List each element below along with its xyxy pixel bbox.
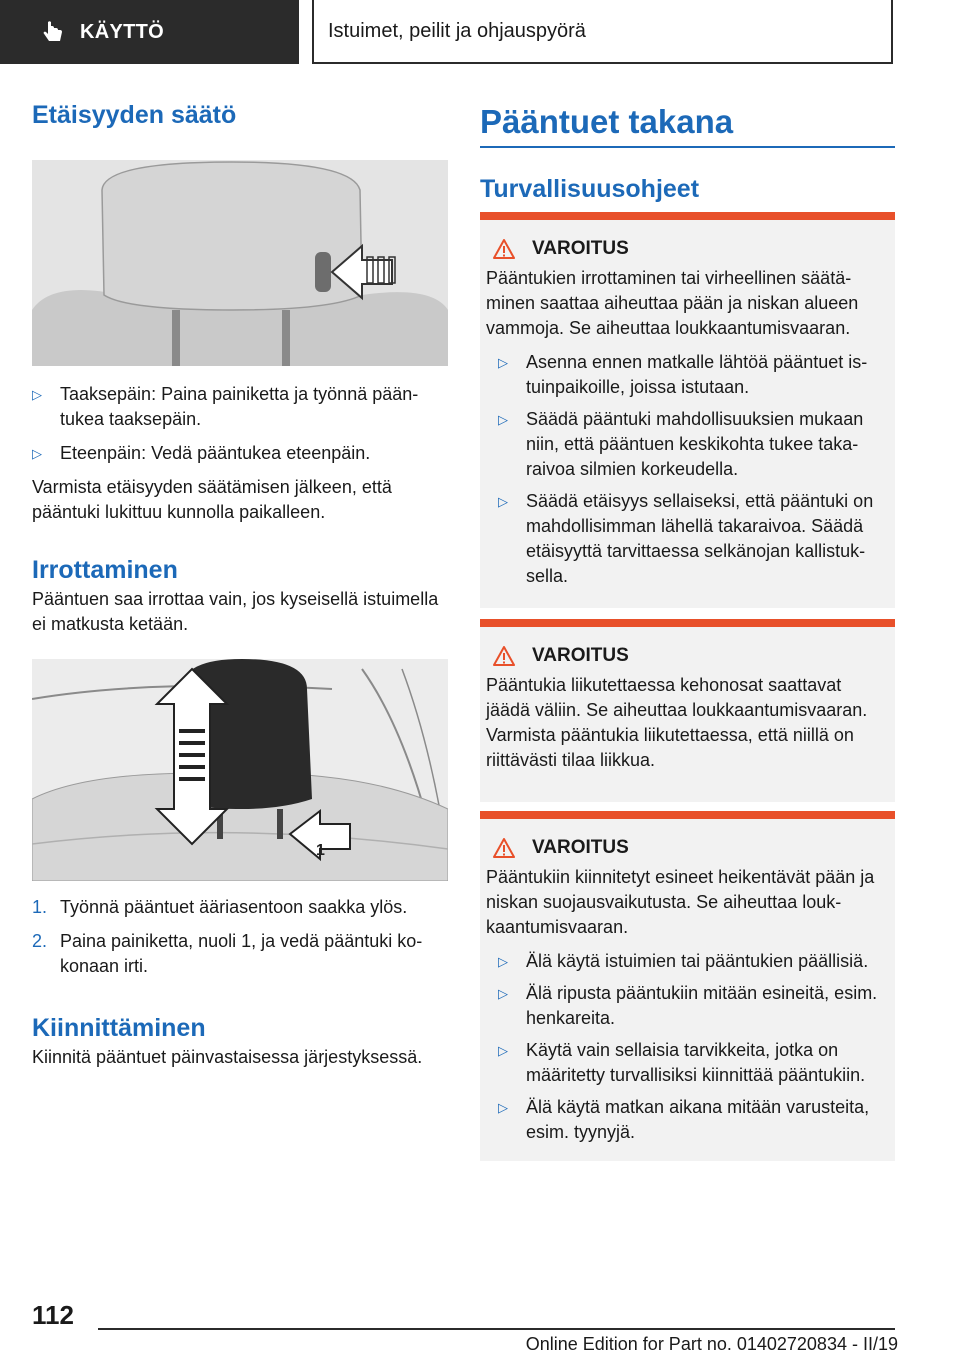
list-item: ▷ Säädä etäisyys sellaiseksi, että pääntuki on mahdollisimman lähellä takaraivoa. Säädä etäisyyttä tarvittaessa selkänojan kallistuksella.	[498, 489, 887, 589]
list-item: 2. Paina painiketta, nuoli 1, ja vedä pääntuki kokonaan irti.	[32, 931, 423, 976]
removal-intro: Pääntuen saa irrottaa vain, jos kyseisellä istuimella ei matkusta ketään.	[32, 589, 439, 634]
warning-bar	[480, 619, 895, 627]
list-item: ▷ Eteenpäin: Vedä pääntukea eteenpäin.	[32, 441, 448, 466]
list-item: ▷ Säädä pääntuki mahdollisuuksien mukaan niin, että pääntuen keskikohta tukee takaraivoa silmien korkeudella.	[498, 407, 887, 482]
distance-note: Varmista etäisyyden säätämisen jälkeen, että pääntuki lukittuu kunnolla paikalleen.	[32, 477, 392, 522]
warning-title: VAROITUS	[532, 238, 629, 259]
install-text: Kiinnitä pääntuet päinvastaisessa järjestyksessä.	[32, 1047, 423, 1067]
headrest-distance-figure	[32, 160, 448, 366]
list-item: ▷ Älä käytä matkan aikana mitään varusteita, esim. tyynyjä.	[498, 1095, 887, 1145]
list-item: ▷ Asenna ennen matkalle lähtöä pääntuet istuinpaikoille, joissa istutaan.	[498, 350, 887, 400]
warning-title: VAROITUS	[532, 645, 629, 666]
footer-rule	[98, 1328, 895, 1330]
title-rule	[480, 146, 895, 148]
removal-heading: Irrottaminen	[32, 556, 178, 584]
chapter-title: Istuimet, peilit ja ohjauspyörä	[312, 0, 893, 64]
install-heading: Kiinnittäminen	[32, 1014, 206, 1042]
triangle-bullet-icon: ▷	[498, 986, 508, 1001]
warning-triangle-icon	[493, 645, 515, 667]
warning-box	[480, 619, 895, 802]
triangle-bullet-icon: ▷	[498, 494, 508, 509]
distance-heading: Etäisyyden säätö	[32, 101, 237, 129]
warning-triangle-icon	[493, 837, 515, 859]
list-item: 1. Työnnä pääntuet ääriasentoon saakka ylös.	[32, 897, 408, 917]
section-label: KÄYTTÖ	[80, 20, 165, 43]
warning-title: VAROITUS	[532, 837, 629, 858]
list-item: ▷ Älä ripusta pääntukiin mitään esineitä, esim. henkareita.	[498, 981, 887, 1031]
headrest-removal-figure	[32, 659, 448, 881]
triangle-bullet-icon: ▷	[498, 412, 508, 427]
warning-bar	[480, 811, 895, 819]
section-tab	[0, 0, 299, 64]
list-item: ▷ Taaksepäin: Paina painiketta ja työnnä pääntukea taaksepäin.	[32, 382, 448, 432]
page-title: Pääntuet takana	[480, 103, 734, 140]
warning-text: Pääntukien irrottaminen tai virheellinen säätäminen saattaa aiheuttaa pään ja niskan alueen vammoja. Se aiheuttaa loukkaantumisvaaran.	[486, 268, 859, 338]
warning-triangle-icon	[493, 238, 515, 260]
warning-bar	[480, 212, 895, 220]
triangle-bullet-icon: ▷	[32, 387, 42, 402]
safety-subtitle: Turvallisuusohjeet	[480, 175, 700, 203]
triangle-bullet-icon: ▷	[32, 446, 42, 461]
arrow-number-label: 1	[316, 842, 325, 859]
warning-box	[480, 212, 895, 608]
hand-pointer-icon	[40, 19, 66, 45]
triangle-bullet-icon: ▷	[498, 355, 508, 370]
triangle-bullet-icon: ▷	[498, 1043, 508, 1058]
list-item: ▷ Älä käytä istuimien tai pääntukien päällisiä.	[498, 949, 887, 974]
left-column	[32, 100, 448, 1070]
warning-text: Pääntukia liikutettaessa kehonosat saattavat jäädä väliin. Se aiheuttaa loukkaantumisvaaran. Varmista pääntukia liikutettaessa, että niillä on riittävästi tilaa liikkua.	[486, 675, 868, 770]
warning-box	[480, 811, 895, 1161]
list-item: ▷ Käytä vain sellaisia tarvikkeita, jotka on määritetty turvallisiksi kiinnittää pääntukiin.	[498, 1038, 887, 1088]
page-number: 112	[32, 1300, 74, 1330]
right-column	[480, 100, 895, 204]
warning-text: Pääntukiin kiinnitetyt esineet heikentävät pään ja niskan suojausvaikutusta. Se aiheuttaa loukkaantumisvaaran.	[486, 867, 875, 937]
triangle-bullet-icon: ▷	[498, 954, 508, 969]
triangle-bullet-icon: ▷	[498, 1100, 508, 1115]
edition-note: Online Edition for Part no. 01402720834 - II/19	[525, 1334, 898, 1354]
